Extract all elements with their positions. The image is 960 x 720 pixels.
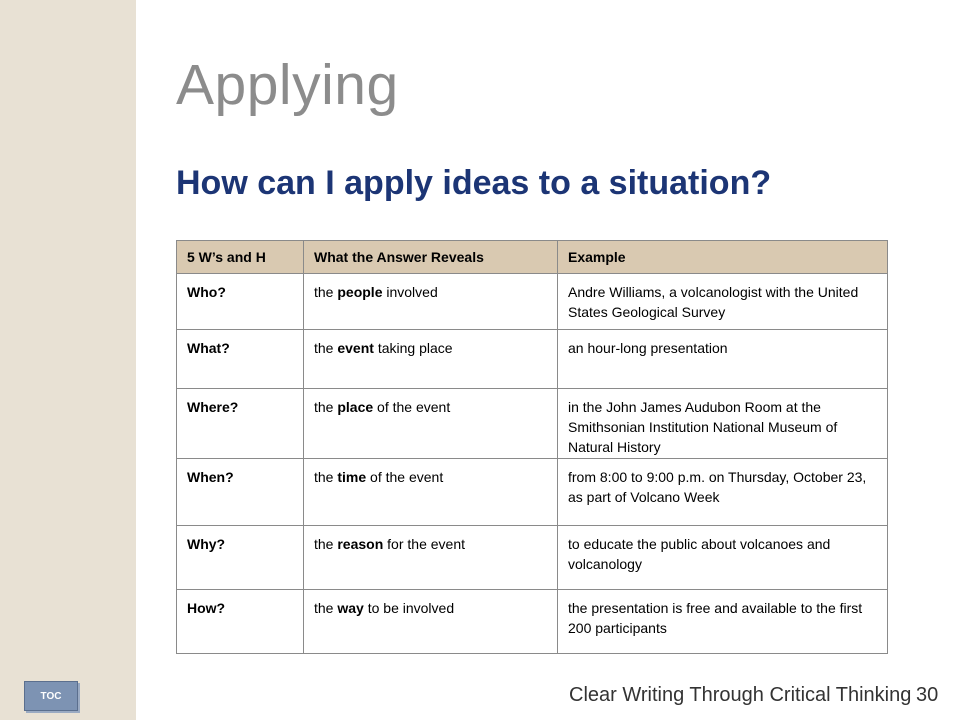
footer-book-title: Clear Writing Through Critical Thinking [569,684,912,706]
reveal-cell [304,330,558,389]
reveal-text-after: involved [382,284,438,300]
table-header-row [177,241,888,274]
reveal-cell [304,526,558,590]
reveal-text-after: of the event [366,469,444,485]
reveal-text-before: the [314,284,338,300]
reveal-keyword: way [337,600,364,616]
question-cell: When? [177,459,304,526]
question-cell: What? [177,330,304,389]
table-row [177,526,888,590]
example-cell: an hour-long presentation [558,330,888,389]
reveal-cell [304,590,558,654]
reveal-cell [304,389,558,459]
reveal-text-before: the [314,600,338,616]
reveal-keyword: time [337,469,367,485]
left-sidebar [0,0,136,720]
reveal-text-after: of the event [373,399,451,415]
example-cell: the presentation is free and available to the first 200 participants [558,590,888,654]
header-answer-reveals: What the Answer Reveals [304,241,558,274]
example-cell: from 8:00 to 9:00 p.m. on Thursday, October 23, as part of Volcano Week [558,459,888,526]
header-questions: 5 W’s and H [177,241,304,274]
reveal-text-before: the [314,469,338,485]
example-cell: in the John James Audubon Room at the Smithsonian Institution National Museum of Natural History [558,389,888,459]
question-cell: Where? [177,389,304,459]
slide-subtitle: How can I apply ideas to a situation? [176,164,772,202]
question-cell: How? [177,590,304,654]
question-cell: Why? [177,526,304,590]
question-cell: Who? [177,274,304,330]
reveal-text-before: the [314,536,338,552]
reveal-text-after: to be involved [363,600,455,616]
reveal-cell [304,459,558,526]
reveal-text-before: the [314,340,338,356]
reveal-keyword: reason [337,536,384,552]
reveal-text-after: for the event [383,536,465,552]
reveal-keyword: place [337,399,374,415]
table-row [177,389,888,459]
page-number: 30 [916,684,939,706]
reveal-cell [304,274,558,330]
table-row [177,274,888,330]
toc-button[interactable]: TOC [24,681,78,711]
table-row [177,459,888,526]
example-cell: to educate the public about volcanoes and volcanology [558,526,888,590]
reveal-keyword: event [337,340,374,356]
header-example: Example [558,241,888,274]
five-ws-table [176,240,888,654]
table-row [177,590,888,654]
slide-title: Applying [176,53,399,117]
table-row [177,330,888,389]
reveal-keyword: people [337,284,383,300]
reveal-text-after: taking place [373,340,453,356]
reveal-text-before: the [314,399,338,415]
example-cell: Andre Williams, a volcanologist with the United States Geological Survey [558,274,888,330]
